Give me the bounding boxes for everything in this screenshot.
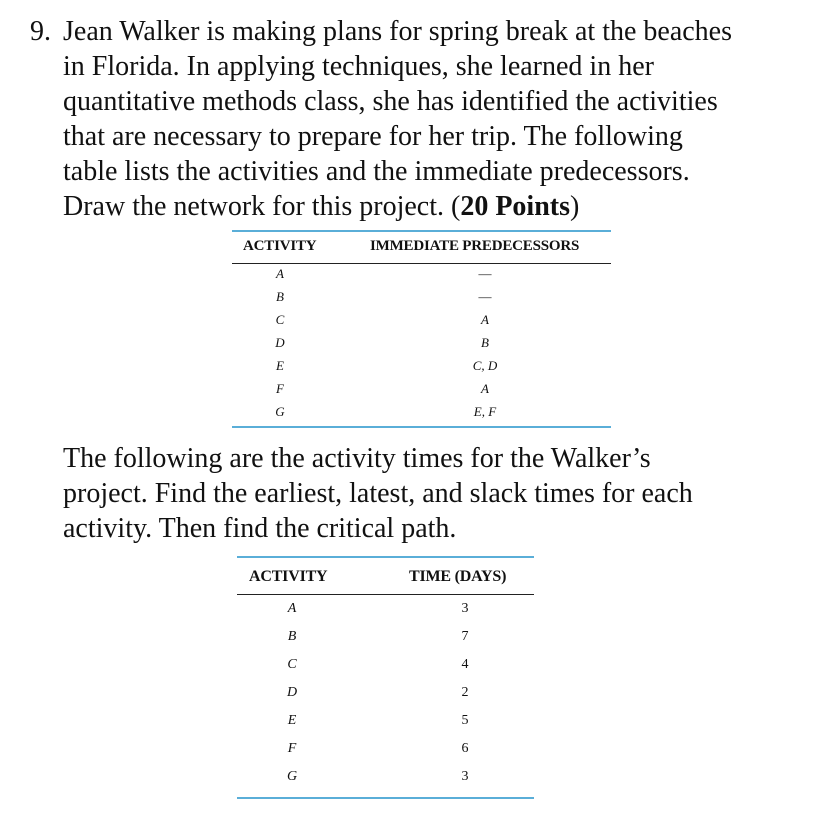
table2-row-7-activity: G xyxy=(286,769,298,784)
table1-row-4-predecessors: B xyxy=(481,335,489,350)
table2-bottom-rule xyxy=(237,797,534,799)
table1-row-6-predecessors: A xyxy=(481,381,489,396)
table1-row-6-activity: F xyxy=(276,381,284,396)
table2-row-3-time: 4 xyxy=(461,657,469,672)
table1-row-5-activity: E xyxy=(276,358,284,373)
table1-row-3-activity: C xyxy=(275,312,285,327)
table2-row-6-activity: F xyxy=(287,741,297,756)
paragraph2-line-3: activity. Then find the critical path. xyxy=(63,513,457,544)
question-line-2: in Florida. In applying techniques, she learned in her xyxy=(63,51,654,82)
table2-top-rule xyxy=(237,556,534,558)
table1-row-4-activity: D xyxy=(275,335,285,350)
table1-row-2-activity: B xyxy=(276,289,284,304)
table2-row-5-time: 5 xyxy=(461,713,469,728)
table1-row-7-predecessors: E, F xyxy=(473,404,497,419)
table2-header-time: TIME (DAYS) xyxy=(409,568,507,585)
paragraph2-line-2: project. Find the earliest, latest, and slack times for each xyxy=(63,478,693,509)
table1-header-rule xyxy=(232,263,611,264)
table2-row-4-time: 2 xyxy=(461,685,469,700)
table1-row-5-predecessors: C, D xyxy=(472,358,498,373)
activity-times-text xyxy=(63,441,693,546)
table1-bottom-rule xyxy=(232,426,611,428)
table1-header-predecessors: IMMEDIATE PREDECESSORS xyxy=(370,238,580,254)
question-line-1: 9. Jean Walker is making plans for spring break at the beaches xyxy=(30,16,733,47)
table2-row-2-time: 7 xyxy=(461,629,469,644)
question-line-3: quantitative methods class, she has identified the activities xyxy=(63,86,718,117)
paragraph2-line-1: The following are the activity times for the Walker’s xyxy=(63,443,651,474)
table1-row-1-activity: A xyxy=(276,266,284,281)
table1-row-2-predecessors: — xyxy=(478,289,492,304)
table2-row-2-activity: B xyxy=(287,629,297,644)
question-number: 9. xyxy=(30,16,51,47)
table2-row-7-time: 3 xyxy=(461,769,469,784)
table2-row-6-time: 6 xyxy=(461,741,469,756)
question-text xyxy=(30,14,820,224)
table2-row-3-activity: C xyxy=(287,657,297,672)
table2-row-5-activity: E xyxy=(287,713,297,728)
question-line-4: that are necessary to prepare for her trip. The following xyxy=(63,121,683,152)
table2-row-4-activity: D xyxy=(286,685,298,700)
question-line-5: table lists the activities and the immediate predecessors. xyxy=(63,156,690,187)
points-label: 20 Points xyxy=(460,191,571,222)
table1-top-rule xyxy=(232,230,611,232)
table2-row-1-time: 3 xyxy=(461,601,469,616)
table1-row-7-activity: G xyxy=(275,404,285,419)
table1-header-activity: ACTIVITY xyxy=(243,238,317,254)
table2-row-1-activity: A xyxy=(287,601,297,616)
question-line-6: Draw the network for this project. (20 Points) xyxy=(63,191,580,222)
table1-row-1-predecessors: — xyxy=(478,266,492,281)
table1-row-3-predecessors: A xyxy=(481,312,489,327)
table2-header-activity: ACTIVITY xyxy=(249,568,328,585)
table2-header-rule xyxy=(237,594,534,595)
